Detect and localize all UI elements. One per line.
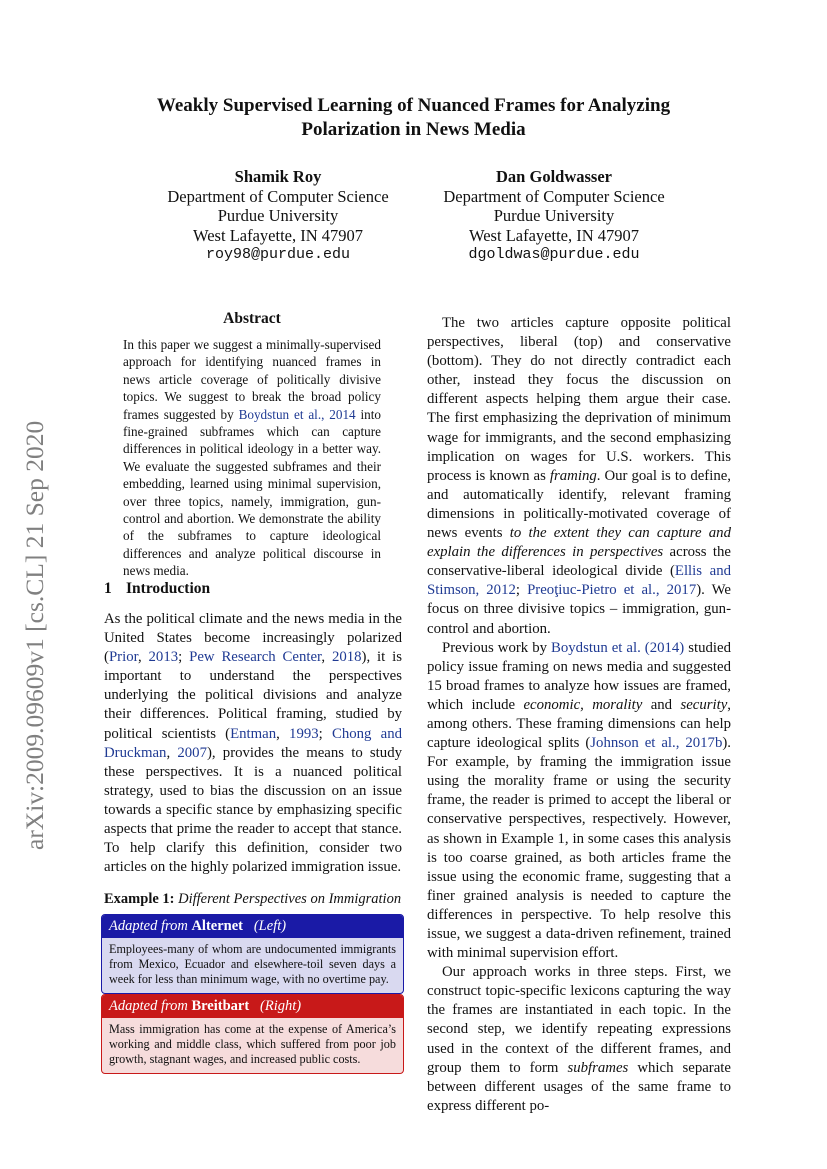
text-run: Previous work by: [442, 639, 551, 656]
section-number: 1: [104, 580, 112, 597]
adapted-prefix: Adapted from: [109, 918, 188, 934]
text-run: ). We focus on three divisive topics – immigration, gun-control and abortion.: [427, 582, 731, 637]
citation-link[interactable]: Preoţiuc-Pietro et al., 2017: [527, 582, 697, 599]
citation-link[interactable]: Pew Research Center: [189, 649, 322, 666]
text-run: As the political climate and the news media in the United States become increasingly polarized (: [104, 611, 402, 666]
text-run: which separate between different usages of the same frame to express different po-: [427, 1059, 731, 1114]
emphasis: framing: [549, 467, 597, 484]
text-run: . Our goal is to define, and automatically identify, relevant framing dimensions in politically-motivated coverage of news events: [427, 467, 732, 542]
source-name: Breitbart: [191, 998, 250, 1014]
author-block-1: [128, 167, 428, 265]
author-email[interactable]: roy98@purdue.edu: [205, 246, 351, 263]
paragraph: [427, 639, 731, 964]
title-line-1: Weakly Supervised Learning of Nuanced Frames for Analyzing: [156, 95, 671, 116]
citation-link[interactable]: 2013: [148, 649, 179, 666]
citation-link[interactable]: Entman: [230, 725, 277, 742]
text-run: ;: [515, 582, 528, 599]
source-name: Alternet: [191, 918, 243, 934]
text-run: and: [642, 696, 681, 713]
example-box-header: [102, 995, 403, 1018]
example-title: Different Perspectives on Immigration: [178, 891, 402, 907]
author-address: West Lafayette, IN 47907: [468, 225, 640, 245]
title-line-2: Polarization in News Media: [301, 119, 526, 140]
paragraph: [427, 314, 731, 639]
citation-link[interactable]: Prior: [108, 649, 138, 666]
text-run: ,: [166, 744, 178, 761]
abstract-text: [123, 336, 381, 580]
emphasis: subframes: [567, 1059, 629, 1076]
author-dept: Department of Computer Science: [443, 186, 665, 206]
example-label: Example 1:: [104, 891, 175, 907]
author-name: Dan Goldwasser: [496, 167, 612, 186]
author-name: Shamik Roy: [234, 167, 322, 186]
citation-link[interactable]: Johnson et al., 2017b: [590, 735, 723, 752]
text-run: ). For example, by framing the immigration issue using the morality frame or using the security frame, the reader is primed to accept the liberal or conservative perspectives, respectively. However, as shown in Example 1, in some cases this analysis is too coarse grained, as both articles frame the issue using the economic frame, suggesting that a finer grained analysis is needed to capture the differences in perspective. To help resolve this issue, we suggest a data-driven refinement, trained with minimal supervision effort.: [427, 735, 731, 962]
paragraph: [427, 963, 731, 1116]
citation-link[interactable]: 2018: [331, 649, 362, 666]
author-block-2: [404, 167, 704, 265]
example-box-text: Mass immigration has come at the expense of America’s working and middle class, which suffered from poor job growth, stagnant wages, and increased public costs.: [109, 1022, 396, 1067]
example-box-left: [101, 914, 404, 994]
text-run: , among others. These framing dimensions can help capture ideological splits (: [427, 696, 731, 752]
section-heading-introduction: [104, 580, 210, 598]
example-box-header: [102, 915, 403, 938]
author-address: West Lafayette, IN 47907: [192, 225, 364, 245]
citation-link[interactable]: Chong and Druckman: [104, 725, 403, 761]
abstract-part: into fine-grained subframes which can capture differences in political ideology in a better way. We evaluate the suggested subframes and their embedding, learned using minimal supervision, over three topics, namely, immigration, gun-control and abortion. We demonstrate the ability of the subframes to capture ideological differences and analyze political discourse in news media.: [123, 406, 381, 579]
right-column: [427, 314, 731, 1116]
example-caption: [104, 891, 401, 908]
emphasis: economic, morality: [523, 696, 643, 713]
emphasis: security: [680, 696, 728, 713]
example-box-text: Employees-many of whom are undocumented immigrants from Mexico, Ecuador and elsewhere-toil seven days a week for less than minimum wage, with no overtime pay.: [109, 942, 396, 987]
citation-link[interactable]: Boydstun et al., 2014: [238, 406, 356, 422]
citation-link[interactable]: Ellis and Stimson, 2012: [427, 563, 731, 599]
author-dept: Department of Computer Science: [167, 186, 389, 206]
section-title: Introduction: [126, 580, 211, 597]
text-run: ;: [178, 649, 190, 666]
text-run: across the conservative-liberal ideological divide (: [427, 544, 731, 580]
adapted-prefix: Adapted from: [109, 998, 188, 1014]
arxiv-side-stamp: arXiv:2009.09609v1 [cs.CL] 21 Sep 2020: [20, 420, 49, 850]
text-run: ), it is important to understand the perspectives underlying the political divisions and analyze their differences. Political framing, studied by political scientists (: [104, 649, 402, 742]
abstract-heading: Abstract: [223, 310, 281, 327]
author-univ: Purdue University: [493, 206, 615, 225]
citation-link[interactable]: 1993: [289, 725, 319, 742]
abstract-part: In this paper we suggest a minimally-supervised approach for identifying nuanced frames in news article coverage of politically divisive topics. We suggest to break the broad policy frames suggested by: [123, 337, 381, 422]
author-email[interactable]: dgoldwas@purdue.edu: [468, 246, 640, 263]
author-univ: Purdue University: [217, 206, 339, 225]
text-run: The two articles capture opposite political perspectives, liberal (top) and conservative (bottom). They do not directly contradict each other, instead they focus the discussion on different aspects helping them argue their case. The first emphasizing the deprivation of minimum wage for immigrants, and the second emphasizing implication on wages for U.S. workers. This process is known as: [427, 315, 731, 484]
text-run: ,: [137, 649, 149, 666]
text-run: ,: [321, 649, 332, 666]
citation-link[interactable]: Boydstun et al. (2014): [551, 639, 685, 656]
paper-title: [100, 94, 727, 142]
leaning-tag: (Left): [253, 918, 287, 934]
text-run: ), provides the means to study these perspectives. It is a nuanced political strategy, used to bias the discussion on an issue towards a specific stance by emphasizing specific aspects that prime the reader to accept that stance. To help clarify this definition, consider two articles on the highly polarized immigration issue.: [104, 744, 402, 876]
intro-paragraph: [104, 610, 402, 877]
leaning-tag: (Right): [260, 998, 302, 1014]
text-run: ;: [318, 725, 332, 742]
text-run: ,: [276, 725, 290, 742]
citation-link[interactable]: 2007: [177, 744, 207, 761]
text-run: Our approach works in three steps. First, we construct topic-specific lexicons capturing the way the frames are instantiated in each topic. In the second step, we identify repeating expressions used in the context of the different frames, and group them to form: [427, 964, 731, 1076]
example-box-right: [101, 994, 404, 1074]
text-run: studied policy issue framing on news media and suggested 15 broad frames to analyze how issues are framed, which include: [427, 639, 731, 713]
emphasis: to the extent they can capture and explain the differences in perspectives: [427, 525, 731, 561]
